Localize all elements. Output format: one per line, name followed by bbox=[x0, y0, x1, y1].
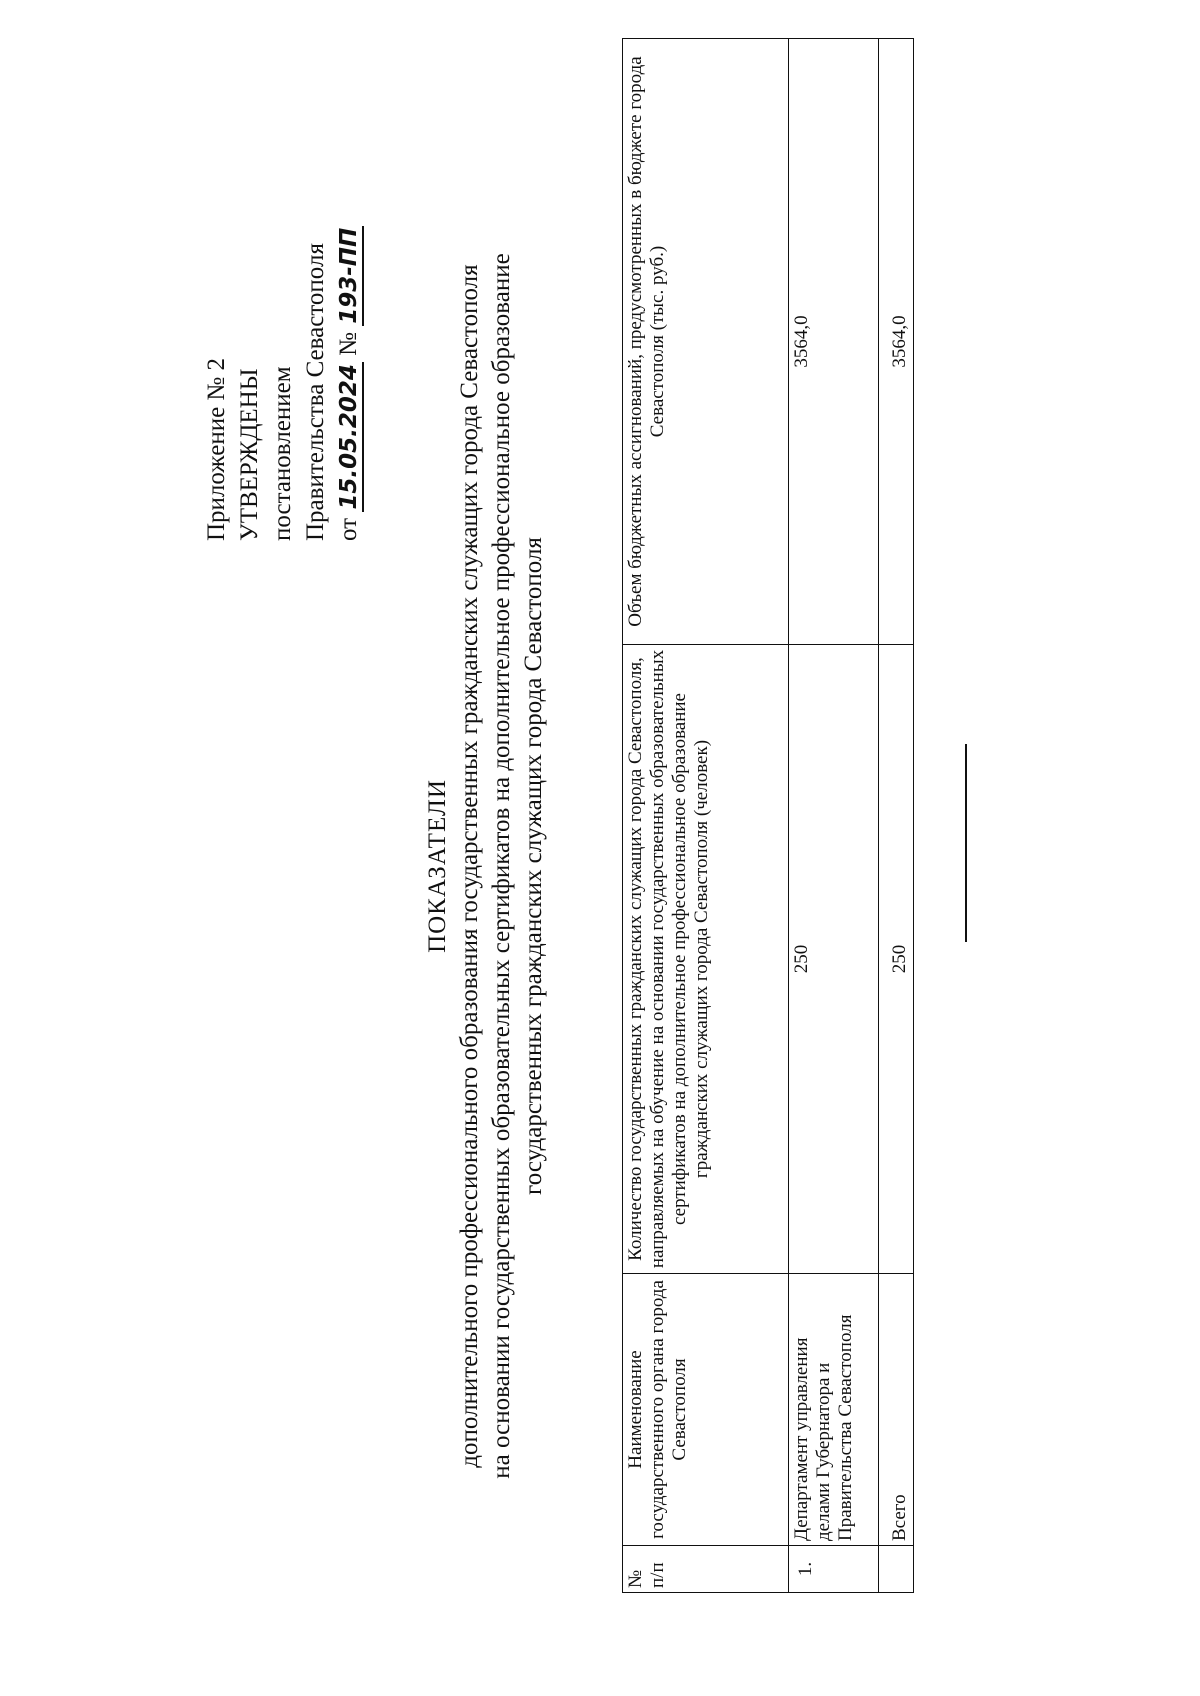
resolution-label: постановлением bbox=[269, 366, 296, 541]
approved-label: УТВЕРЖДЕНЫ bbox=[236, 368, 263, 541]
header-budget: Объем бюджетных ассигнований, предусмотренных в бюджете города Севастополя (тыс. руб.) bbox=[623, 39, 789, 645]
row-no: 1. bbox=[789, 1546, 879, 1593]
approval-block bbox=[200, 226, 366, 541]
total-budget: 3564,0 bbox=[879, 39, 914, 645]
handwritten-date: 15.05.2024 bbox=[336, 364, 362, 510]
row-budget: 3564,0 bbox=[789, 39, 879, 645]
indicators-table bbox=[622, 38, 914, 1593]
number-prefix: № bbox=[335, 332, 362, 356]
handwritten-number: 193-ПП bbox=[336, 227, 362, 324]
header-no: № п/п bbox=[623, 1546, 789, 1593]
government-label: Правительства Севастополя bbox=[302, 243, 329, 541]
table-total-row bbox=[879, 39, 914, 1593]
title-line-2: на основании государственных образовательных сертификатов на дополнительное профессиональное образование bbox=[488, 253, 515, 1479]
row-count: 250 bbox=[789, 645, 879, 1274]
title-main: ПОКАЗАТЕЛИ bbox=[424, 779, 451, 953]
header-count: Количество государственных гражданских служащих города Севастополя, направляемых на обучение на основании государственных образовательных сертификатов на дополнительное профессиональное образование гражданских служащих города Севастополя (человек) bbox=[623, 645, 789, 1274]
title-line-3: государственных гражданских служащих города Севастополя bbox=[520, 537, 547, 1195]
document-title bbox=[422, 76, 550, 1656]
total-no-cell bbox=[879, 1546, 914, 1593]
total-count: 250 bbox=[879, 645, 914, 1274]
row-name: Департамент управления делами Губернатора и Правительства Севастополя bbox=[789, 1274, 879, 1546]
table-row bbox=[789, 39, 879, 1593]
table-header-row bbox=[623, 39, 789, 1593]
appendix-number: Приложение № 2 bbox=[203, 357, 230, 541]
date-number-line bbox=[332, 226, 366, 541]
title-line-1: дополнительного профессионального образования государственных гражданских служащих города Севастополя bbox=[456, 264, 483, 1468]
date-prefix: от bbox=[335, 517, 362, 541]
header-name: Наименование государственного органа города Севастополя bbox=[623, 1274, 789, 1546]
closing-rule bbox=[965, 744, 967, 942]
total-label: Всего bbox=[879, 1274, 914, 1546]
